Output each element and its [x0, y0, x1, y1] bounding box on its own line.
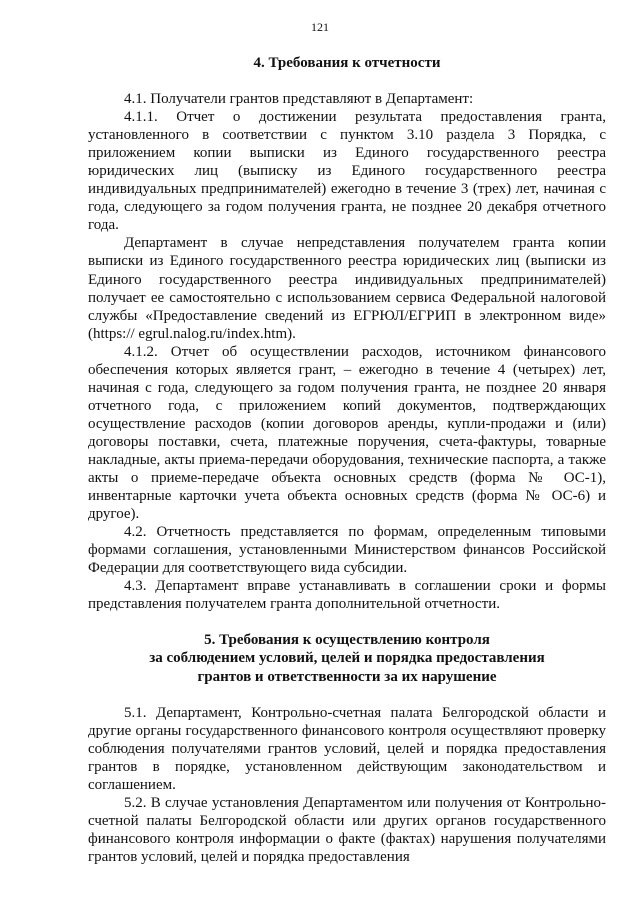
section-5-heading-line-2: за соблюдением условий, целей и порядка предоставления — [149, 650, 545, 667]
paragraph-4-3: 4.3. Департамент вправе устанавливать в соглашении сроки и формы представления получателем гранта дополнительной отчетности. — [88, 578, 606, 613]
paragraph-5-2: 5.2. В случае установления Департаментом или получения от Контрольно-счетной палаты Белгородской области или других органов государственного финансового контроля информации о факте (фактах) нарушения получателями грантов условий, целей и порядка предоставления — [88, 794, 606, 865]
paragraph-4-1-2: 4.1.2. Отчет об осуществлении расходов, источником финансового обеспечения которых является грант, – ежегодно в течение 4 (четырех) лет, начиная с года, следующего за годом получения гранта, не позднее 20 января отчетного года, с приложением копий документов, подтверждающих осуществление расходов (копии договоров аренды, купли-продажи и (или) договоры поставки, счета, платежные поручения, счета-фактуры, товарные накладные, акты приема-передачи оборудования, технические паспорта, а также акты о приеме-передаче объекта основных средств (форма № ОС-1), инвентарные карточки учета объекта основных средств (форма № ОС-6) и другое). — [88, 343, 606, 523]
section-5-heading — [88, 631, 606, 685]
paragraph-5-1: 5.1. Департамент, Контрольно-счетная палата Белгородской области и другие органы государственного финансового контроля осуществляют проверку соблюдения получателями грантов условий, целей и порядка предоставления грантов в порядке, установленном действующим законодательством и соглашением. — [88, 704, 606, 793]
section-4-heading: 4. Требования к отчетности — [253, 55, 441, 71]
section-5-heading-line-1: 5. Требования к осуществлению контроля — [204, 632, 490, 649]
paragraph-4-1-1: 4.1.1. Отчет о достижении результата предоставления гранта, установленного в соответствии с пунктом 3.10 раздела 3 Порядка, с приложением копии выписки из Единого государственного реестра юридических лиц (выписку из Единого государственного реестра индивидуальных предпринимателей) ежегодно в течение 3 (трех) лет, начиная с года, следующего за годом получения гранта, не позднее 20 декабря отчетного года. — [88, 109, 606, 234]
section-5-heading-line-3: грантов и ответственности за их нарушение — [197, 668, 497, 685]
page-number: 121 — [311, 20, 329, 34]
document-body — [88, 54, 606, 866]
paragraph-4-2: 4.2. Отчетность представляется по формам, определенным типовыми формами соглашения, установленными Министерством финансов Российской Федерации для соответствующего вида субсидии. — [88, 524, 606, 577]
paragraph-4-1: 4.1. Получатели грантов представляют в Департамент: — [124, 91, 474, 108]
paragraph-department-extract: Департамент в случае непредставления получателем гранта копии выписки из Единого государственного реестра юридических лиц (выписки из Единого государственного реестра индивидуальных предпринимателей) получает ее самостоятельно с использованием сервиса Федеральной налоговой службы «Предоставление сведений из ЕГРЮЛ/ЕГРИП в электронном виде» (https:// egrul.nalog.ru/index.htm). — [88, 235, 606, 342]
